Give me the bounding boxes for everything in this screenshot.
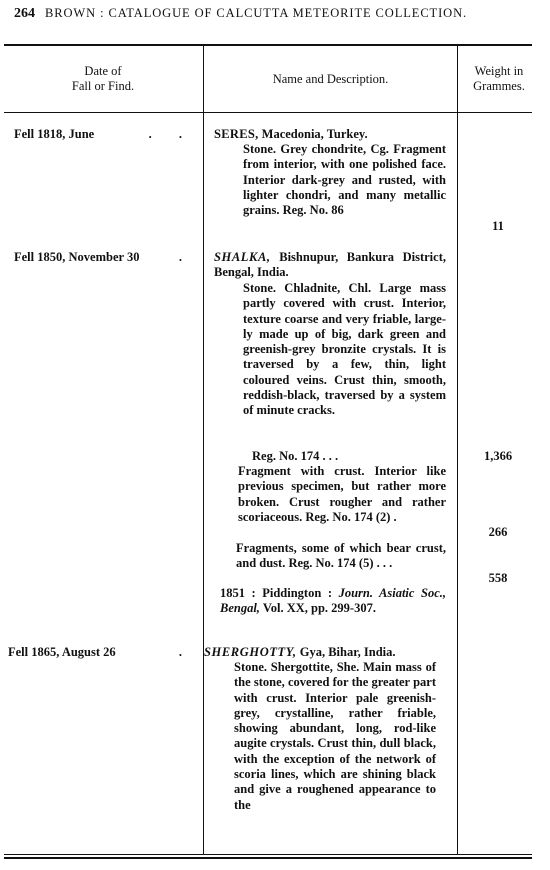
entry-description-shalka: Stone. Chladnite, Chl. Large mass partly covered with crust. Interior, texture coarse and very friable, largely made up of big, dark green and greenish-grey bronzite crystals. It is traversed by a few, thin, light coloured veins. Crust thin, smooth, reddish-black, traversed by a system of minute cracks.: [243, 281, 446, 418]
meteorite-location: Bishnupur, Bankura District, Bengal, India.: [214, 250, 446, 280]
entry-description-seres: Stone. Grey chondrite, Cg. Fragment from interior, with one polished face. Interior dark-grey and rusted, with lighter chondri, and many metallic grains. Reg. No. 86: [243, 142, 446, 218]
entry-description-sherghotty: Stone. Shergottite, She. Main mass of the stone, covered for the greater part with crust. Interior pale greenish-grey, crystalline, rather friable, showing abundant, long, rod-like augite crystals. Crust thin, dull black, with the exception of the network of scoria lines, which are shining black and give a roughened appearance to the: [234, 660, 436, 812]
meteorite-name: SHALKA,: [214, 250, 271, 264]
entry-date-sherghotty: [8, 645, 200, 660]
column-header-date-line1: Date of: [84, 64, 122, 78]
meteorite-name: SHERGHOTTY,: [204, 645, 297, 659]
reference-suffix: Vol. XX, pp. 299-307.: [262, 601, 376, 616]
entry-fragment-shalka: [238, 464, 446, 525]
fragment-text: Fragment with crust. Interior like previous specimen, but rather more broken. Crust rougher and rather scoriaceous.: [238, 464, 446, 524]
meteorite-location: Macedonia, Turkey.: [258, 127, 368, 141]
entry-weight-shalka-3: 558: [488, 571, 508, 585]
entry-weight-shalka-1: 1,366: [483, 449, 513, 463]
leader-dots: . .: [148, 127, 194, 141]
entry-date-shalka: [14, 250, 200, 265]
entry-date-text: Fell 1865, August 26: [8, 645, 116, 659]
entry-fragments-shalka: Fragments, some of which bear crust, and dust. Reg. No. 174 (5) . . .: [236, 541, 446, 571]
fragment-reg: Reg. No. 174 (2) .: [305, 509, 397, 524]
header-rule: [4, 112, 532, 113]
entry-weight-shalka-2: 266: [488, 525, 508, 539]
column-header-weight-line2: Grammes.: [473, 79, 525, 93]
entry-date-text: Fell 1850, November 30: [14, 250, 140, 264]
entry-date-text: Fell 1818, June: [14, 127, 95, 141]
column-header-date: [4, 64, 202, 94]
running-title: BROWN : CATALOGUE OF CALCUTTA METEORITE COLLECTION.: [45, 6, 468, 20]
entry-date-seres: [14, 127, 200, 142]
column-header-weight-line1: Weight in: [474, 64, 524, 78]
entry-weight-seres: 11: [492, 219, 504, 233]
bottom-rule: [4, 854, 532, 855]
page-number: 264: [14, 6, 35, 21]
entry-reference-shalka: [220, 586, 446, 617]
reference-prefix: 1851 : Piddington :: [220, 586, 333, 600]
meteorite-name: SERES,: [214, 127, 259, 141]
leader-dots: .: [178, 645, 194, 659]
column-header-name: Name and Description.: [272, 72, 389, 86]
column-divider-1: [203, 45, 204, 854]
entry-heading-seres: [214, 127, 446, 142]
column-header-weight: [458, 64, 540, 94]
reference-journal: Journ. Asiatic Soc., Bengal,: [220, 586, 446, 616]
entry-reg-shalka-1: Reg. No. 174 . . .: [252, 449, 339, 463]
entry-heading-sherghotty: [204, 645, 446, 660]
entry-heading-shalka: [214, 250, 446, 281]
bottom-rule-heavy: [4, 857, 532, 859]
leader-dots: .: [178, 250, 194, 264]
running-head: [14, 6, 534, 22]
top-rule: [4, 44, 532, 46]
column-header-date-line2: Fall or Find.: [71, 79, 135, 93]
meteorite-location: Gya, Bihar, India.: [296, 645, 396, 659]
